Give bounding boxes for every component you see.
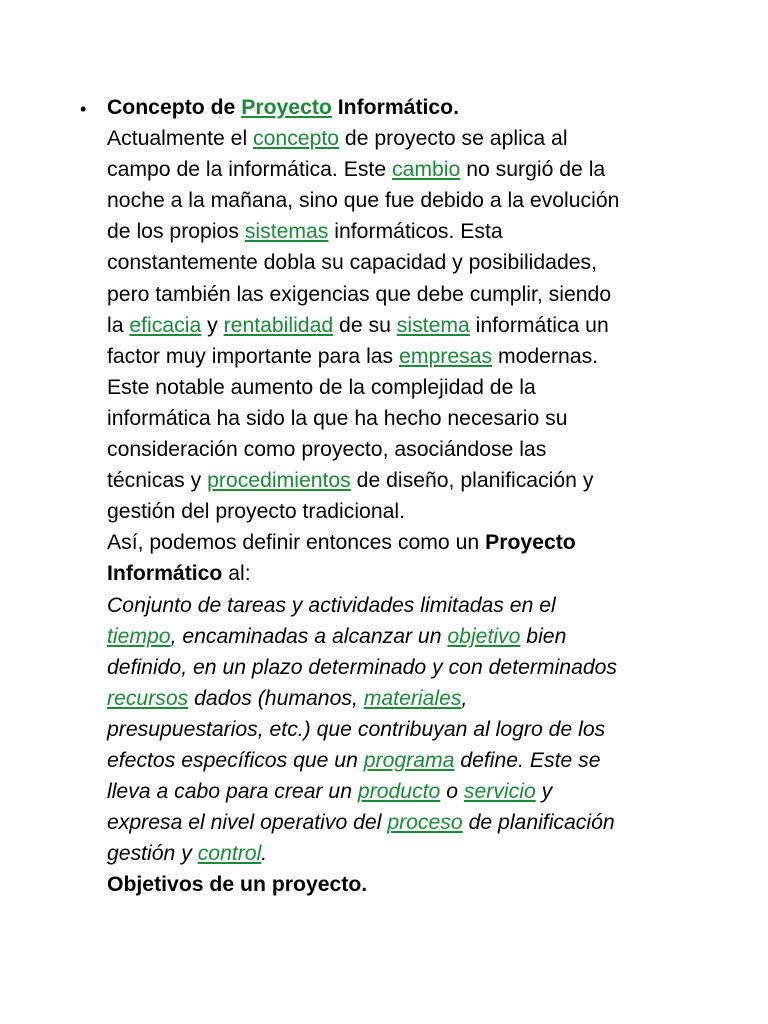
paragraph-line bbox=[107, 558, 667, 589]
text-run: factor muy importante para las bbox=[107, 344, 400, 368]
text-run: dados (humanos, bbox=[188, 686, 364, 710]
text-run: definido, en un plazo determinado y con determinados bbox=[107, 655, 618, 679]
paragraph-line bbox=[107, 341, 667, 372]
text-run: , encaminadas a alcanzar un bbox=[170, 624, 448, 648]
link-cambio[interactable]: cambio bbox=[392, 158, 461, 182]
definition-line bbox=[107, 621, 667, 652]
definition-line bbox=[107, 807, 667, 838]
text-run: Este notable aumento de la complejidad de la bbox=[107, 375, 536, 399]
text-run: consideración como proyecto, asociándose las bbox=[107, 438, 547, 462]
paragraph-line bbox=[107, 247, 667, 278]
link-concepto[interactable]: concepto bbox=[253, 127, 340, 151]
link-producto[interactable]: producto bbox=[357, 780, 441, 804]
definition-line bbox=[107, 590, 667, 621]
text-run: presupuestarios, etc.) que contribuyan al logro de los bbox=[107, 717, 606, 741]
paragraph-line bbox=[107, 154, 667, 185]
link-control[interactable]: control bbox=[197, 842, 262, 866]
text-run: de proyecto se aplica al bbox=[339, 127, 568, 151]
paragraph-line bbox=[107, 527, 667, 558]
section-heading bbox=[107, 92, 667, 123]
definition-line bbox=[107, 652, 667, 683]
text-run: informática un bbox=[469, 313, 609, 337]
link-tiempo[interactable]: tiempo bbox=[107, 624, 171, 648]
link-proceso[interactable]: proceso bbox=[387, 811, 463, 835]
link-recursos[interactable]: recursos bbox=[107, 686, 189, 710]
paragraph-line bbox=[107, 185, 667, 216]
definition-line bbox=[107, 838, 667, 869]
text-run: y bbox=[201, 313, 224, 337]
definition-line bbox=[107, 776, 667, 807]
text-run: de los propios bbox=[107, 220, 245, 244]
text-run: , bbox=[461, 686, 468, 710]
text-run: gestión del proyecto tradicional. bbox=[107, 500, 405, 524]
link-eficacia[interactable]: eficacia bbox=[129, 313, 202, 337]
text-run: de diseño, planificación y bbox=[350, 469, 594, 493]
text-run: lleva a cabo para crear un bbox=[107, 780, 358, 804]
text-run: efectos específicos que un bbox=[107, 748, 364, 772]
paragraph-line bbox=[107, 372, 667, 403]
link-materiales[interactable]: materiales bbox=[363, 686, 462, 710]
text-run: técnicas y bbox=[107, 469, 208, 493]
heading-suffix: Informático. bbox=[331, 96, 460, 119]
text-run: Actualmente el bbox=[107, 127, 254, 151]
link-proyecto[interactable]: Proyecto bbox=[241, 96, 332, 119]
text-run: la bbox=[107, 313, 130, 337]
link-programa[interactable]: programa bbox=[363, 748, 455, 772]
text-run: define. Este se bbox=[454, 748, 601, 772]
text-run: . bbox=[261, 842, 268, 866]
link-sistemas[interactable]: sistemas bbox=[244, 220, 329, 244]
list-bullet: • bbox=[80, 99, 87, 119]
link-sistema[interactable]: sistema bbox=[396, 313, 470, 337]
definition-line bbox=[107, 714, 667, 745]
text-run: pero también las exigencias que debe cumplir, siendo bbox=[107, 282, 612, 306]
text-run: no surgió de la bbox=[460, 158, 606, 182]
text-run: de su bbox=[333, 313, 397, 337]
text-run: Así, podemos definir entonces como un bbox=[107, 531, 486, 555]
bold-term: Informático bbox=[107, 562, 223, 586]
link-rentabilidad[interactable]: rentabilidad bbox=[223, 313, 334, 337]
text-run: noche a la mañana, sino que fue debido a la evolución bbox=[107, 189, 620, 213]
paragraph-line bbox=[107, 216, 667, 247]
text-run: expresa el nivel operativo del bbox=[107, 811, 388, 835]
definition-line bbox=[107, 683, 667, 714]
paragraph-line bbox=[107, 123, 667, 154]
text-run: constantemente dobla su capacidad y posibilidades, bbox=[107, 251, 597, 275]
text-run: al: bbox=[222, 562, 251, 586]
link-procedimientos[interactable]: procedimientos bbox=[207, 469, 351, 493]
link-empresas[interactable]: empresas bbox=[399, 344, 493, 368]
paragraph-line bbox=[107, 434, 667, 465]
text-run: y bbox=[535, 780, 553, 804]
heading-prefix: Concepto de bbox=[107, 96, 242, 119]
text-run: modernas. bbox=[492, 344, 599, 368]
definition-line bbox=[107, 745, 667, 776]
text-run: Conjunto de tareas y actividades limitadas en el bbox=[107, 593, 556, 617]
list-item-content bbox=[107, 92, 667, 900]
paragraph-line bbox=[107, 496, 667, 527]
paragraph-line bbox=[107, 310, 667, 341]
text-run: informáticos. Esta bbox=[328, 220, 503, 244]
text-run: o bbox=[440, 780, 464, 804]
text-run: campo de la informática. Este bbox=[107, 158, 392, 182]
bold-term: Proyecto bbox=[485, 531, 576, 555]
paragraph-line bbox=[107, 403, 667, 434]
link-servicio[interactable]: servicio bbox=[463, 780, 536, 804]
text-run: bien bbox=[520, 624, 567, 648]
text-run: gestión y bbox=[107, 842, 198, 866]
section-subheading: Objetivos de un proyecto. bbox=[107, 873, 368, 897]
text-run: de planificación bbox=[462, 811, 615, 835]
link-objetivo[interactable]: objetivo bbox=[447, 624, 521, 648]
paragraph-line bbox=[107, 279, 667, 310]
paragraph-line bbox=[107, 465, 667, 496]
text-run: informática ha sido la que ha hecho necesario su bbox=[107, 406, 568, 430]
